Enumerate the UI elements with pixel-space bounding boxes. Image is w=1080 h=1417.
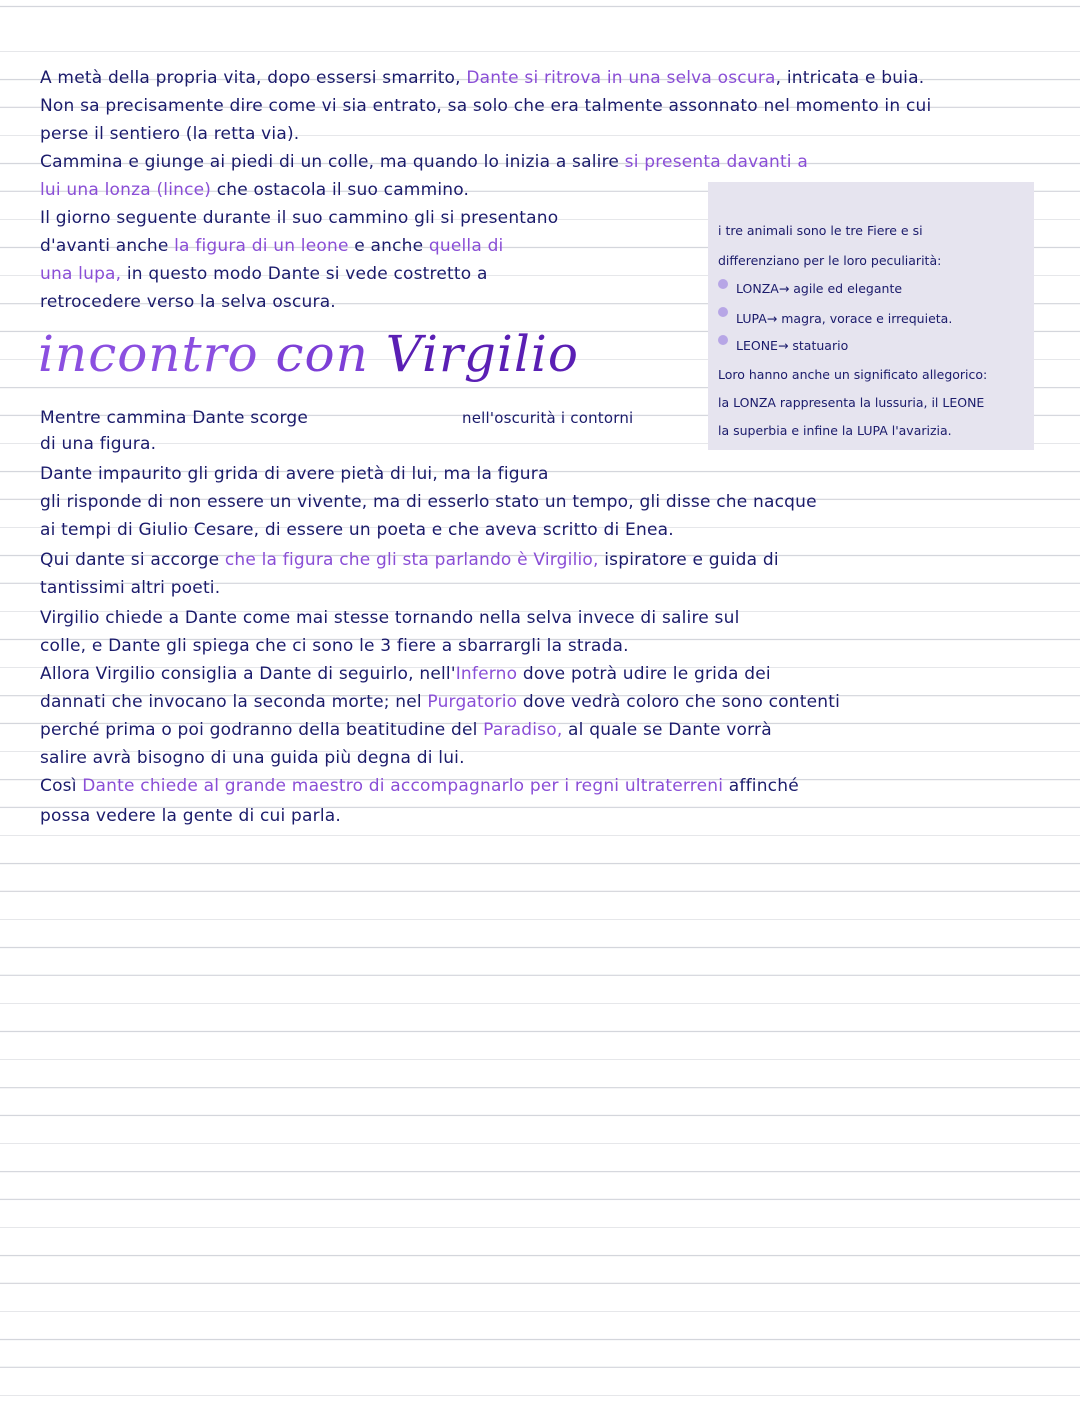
- side-note-box: [708, 182, 1034, 450]
- text-line: [40, 232, 503, 260]
- text-line: [40, 772, 799, 800]
- title-word: con: [258, 325, 386, 383]
- bullet-icon: [718, 279, 728, 289]
- text-segment: ispiratore e guida di: [598, 550, 779, 570]
- note-line: differenziano per le loro peculiarità:: [718, 253, 942, 268]
- text-line: [40, 546, 779, 574]
- text-line: retrocedere verso la selva oscura.: [40, 292, 336, 312]
- text-segment: Allora Virgilio consiglia a Dante di seguirlo, nell': [40, 664, 456, 684]
- bullet-icon: [718, 307, 728, 317]
- highlight-segment: Dante chiede al grande maestro di accompagnarlo per i regni ultraterreni: [82, 776, 724, 796]
- text-line: gli risponde di non essere un vivente, ma di esserlo stato un tempo, gli disse che nacque: [40, 492, 817, 512]
- text-segment: dove vedrà coloro che sono contenti: [517, 692, 840, 712]
- text-line: Dante impaurito gli grida di avere pietà di lui, ma la figura: [40, 464, 549, 484]
- note-bullet-lupa: LUPA→ magra, vorace e irrequieta.: [736, 311, 953, 326]
- text-line: [40, 64, 924, 92]
- text-line: Virgilio chiede a Dante come mai stesse tornando nella selva invece di salire sul: [40, 608, 740, 628]
- text-line: [40, 176, 469, 204]
- highlight-segment: quella di: [428, 236, 504, 256]
- text-segment: A metà della propria vita, dopo essersi smarrito,: [40, 68, 467, 88]
- text-line: [40, 688, 840, 716]
- highlight-segment: una lupa,: [40, 264, 122, 284]
- text-line: [40, 260, 488, 288]
- highlight-segment: Purgatorio: [427, 692, 518, 712]
- note-line: la superbia e infine la LUPA l'avarizia.: [718, 423, 952, 438]
- text-segment: dannati che invocano la seconda morte; nel: [40, 692, 428, 712]
- text-line: Non sa precisamente dire come vi sia entrato, sa solo che era talmente assonnato nel momento in cui: [40, 96, 932, 116]
- note-line: la LONZA rappresenta la lussuria, il LEONE: [718, 395, 985, 410]
- highlight-segment: lui una lonza (lince): [40, 180, 212, 200]
- note-bullet-lonza: LONZA→ agile ed elegante: [736, 281, 903, 296]
- note-bullet-leone: LEONE→ statuario: [736, 338, 849, 353]
- text-segment: dove potrà udire le grida dei: [517, 664, 771, 684]
- text-line: possa vedere la gente di cui parla.: [40, 806, 341, 826]
- text-line: [40, 716, 772, 744]
- bullet-icon: [718, 335, 728, 345]
- text-segment: in questo modo Dante si vede costretto a: [121, 264, 488, 284]
- text-line: [40, 660, 771, 688]
- text-line: colle, e Dante gli spiega che ci sono le 3 fiere a sbarrargli la strada.: [40, 636, 629, 656]
- text-line: salire avrà bisogno di una guida più degna di lui.: [40, 748, 465, 768]
- text-line: [40, 148, 808, 176]
- text-segment: affinché: [723, 776, 799, 796]
- highlight-segment: Inferno: [455, 664, 518, 684]
- section-title: [38, 318, 579, 390]
- text-line: perse il sentiero (la retta via).: [40, 124, 300, 144]
- text-segment: Cammina e giunge ai piedi di un colle, ma quando lo inizia a salire: [40, 152, 625, 172]
- text-line: di una figura.: [40, 434, 157, 454]
- text-segment: e anche: [348, 236, 429, 256]
- title-word: incontro: [38, 325, 259, 383]
- text-segment: d'avanti anche: [40, 236, 175, 256]
- text-segment: Qui dante si accorge: [40, 550, 225, 570]
- text-line: Il giorno seguente durante il suo cammino gli si presentano: [40, 208, 559, 228]
- highlight-segment: Dante si ritrova in una selva oscura: [466, 68, 776, 88]
- text-line: ai tempi di Giulio Cesare, di essere un poeta e che aveva scritto di Enea.: [40, 520, 674, 540]
- text-segment: al quale se Dante vorrà: [562, 720, 772, 740]
- text-line: nell'oscurità i contorni: [462, 409, 634, 427]
- text-segment: , intricata e buia.: [775, 68, 925, 88]
- highlight-segment: la figura di un leone: [174, 236, 349, 256]
- note-line: Loro hanno anche un significato allegorico:: [718, 367, 988, 382]
- text-segment: perché prima o poi godranno della beatitudine del: [40, 720, 484, 740]
- highlight-segment: Paradiso,: [483, 720, 563, 740]
- highlight-segment: che la figura che gli sta parlando è Virgilio,: [224, 550, 599, 570]
- text-line: Mentre cammina Dante scorge: [40, 408, 309, 428]
- highlight-segment: si presenta davanti a: [624, 152, 808, 172]
- text-segment: Così: [40, 776, 83, 796]
- text-segment: che ostacola il suo cammino.: [211, 180, 470, 200]
- title-word: Virgilio: [385, 325, 579, 383]
- text-line: tantissimi altri poeti.: [40, 578, 221, 598]
- note-line: i tre animali sono le tre Fiere e si: [718, 223, 923, 238]
